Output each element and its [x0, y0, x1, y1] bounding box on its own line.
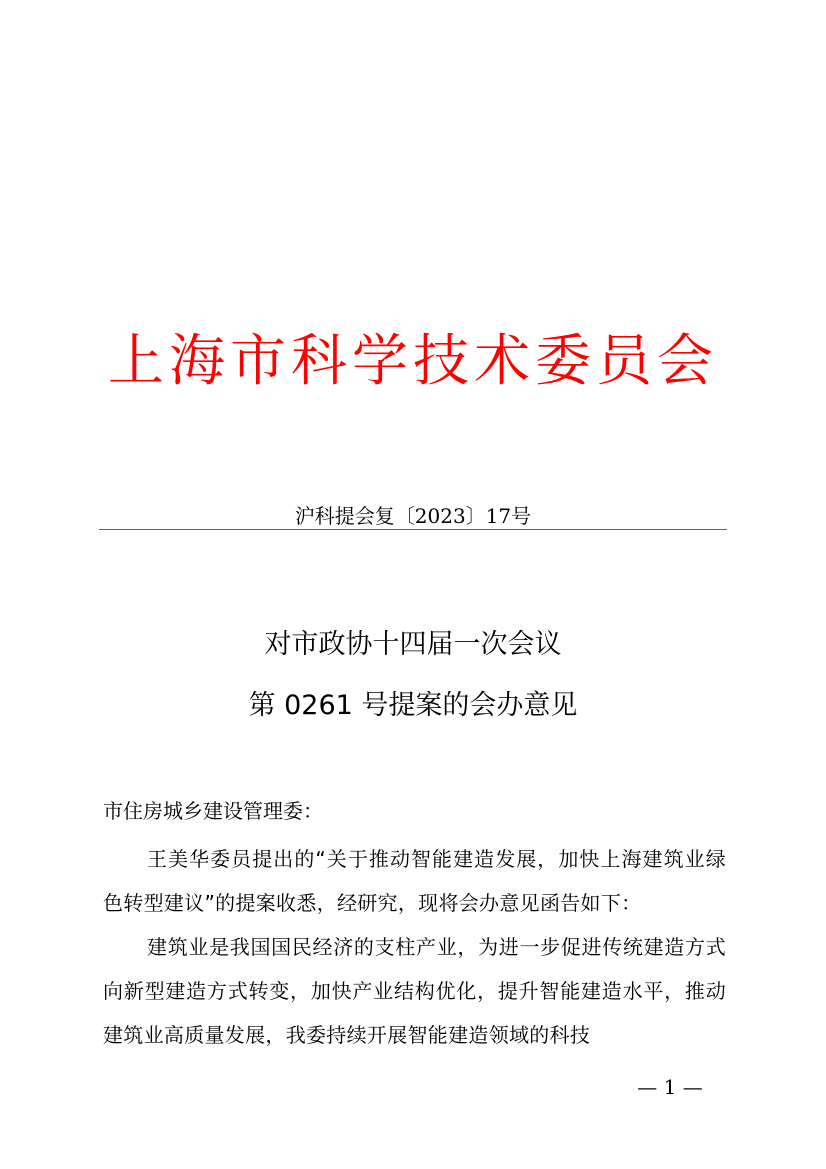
issuing-organization: 上海市科学技术委员会 — [108, 329, 718, 394]
red-separator-line — [99, 529, 727, 530]
body-paragraph: 建筑业是我国国民经济的支柱产业，为进一步促进传统建造方式向新型建造方式转变，加快产业结构优化，提升智能建造水平，推动建筑业高质量发展，我委持续开展智能建造领域的科技 — [103, 935, 726, 1047]
body-paragraph: 王美华委员提出的“关于推动智能建造发展，加快上海建筑业绿色转型建议”的提案收悉，经研究，现将会办意见函告如下： — [103, 847, 726, 915]
document-number: 沪科提会复〔2023〕17号 — [294, 504, 532, 528]
document-title-line-1: 对市政协十四届一次会议 — [264, 629, 562, 660]
page-number: — 1 — — [637, 1075, 703, 1099]
document-title-line-2: 第 0261 号提案的会办意见 — [248, 690, 578, 721]
addressee: 市住房城乡建设管理委： — [103, 799, 323, 823]
